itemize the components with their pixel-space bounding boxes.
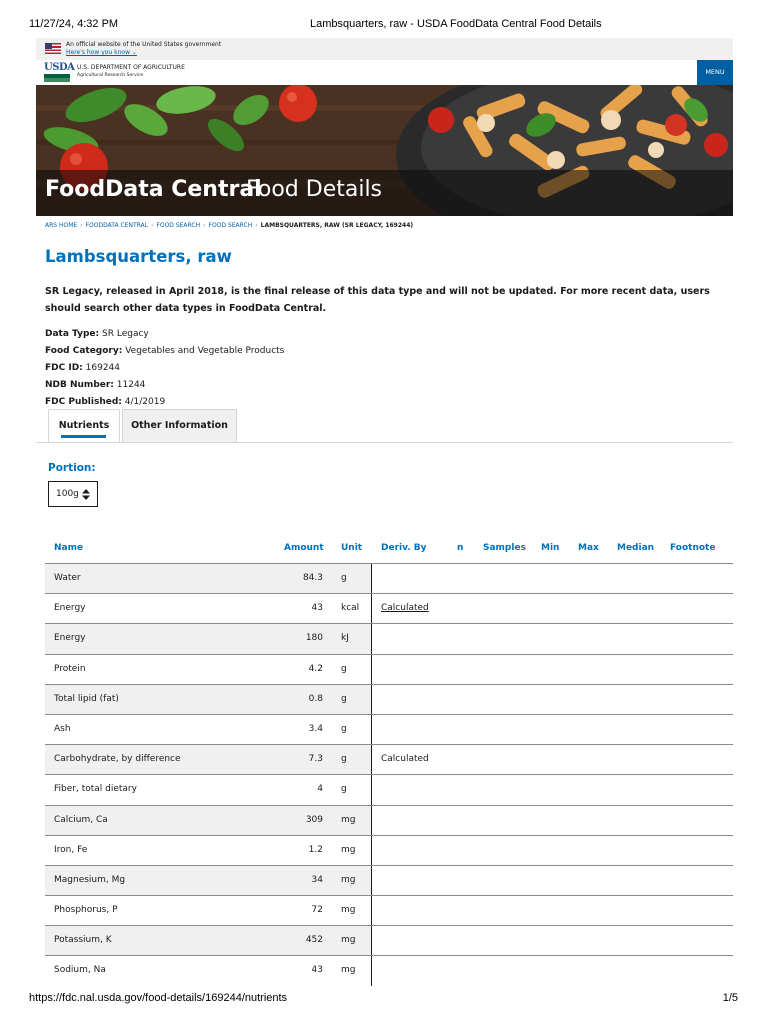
nutrient-amount: 309 (305, 814, 323, 825)
breadcrumb (45, 221, 413, 231)
usda-logo-text: USDA (44, 62, 75, 73)
col-header-unit[interactable]: Unit (341, 543, 363, 553)
gov-banner-link-text: Here's how you know (66, 49, 130, 56)
portion-selected-value: 100g (56, 489, 79, 499)
nutrient-amount: 1.2 (308, 844, 323, 855)
table-row (45, 805, 733, 835)
column-divider (371, 715, 372, 744)
nutrient-name: Protein (54, 663, 86, 674)
print-footer (0, 992, 768, 1008)
tab-other-label: Other Information (131, 420, 228, 431)
nutrient-name: Iron, Fe (54, 844, 88, 855)
meta-key: FDC Published: (45, 397, 122, 407)
nutrient-unit: mg (341, 935, 356, 946)
nutrient-unit: g (341, 784, 347, 795)
us-flag-icon (45, 43, 61, 54)
tab-divider (36, 442, 733, 443)
meta-key: Data Type: (45, 329, 100, 339)
table-row (45, 563, 733, 593)
table-row (45, 774, 733, 804)
column-divider (371, 685, 372, 714)
nutrient-unit: g (341, 754, 347, 765)
portion-label: Portion: (48, 462, 96, 474)
nutrient-amount: 0.8 (308, 693, 323, 704)
table-row (45, 955, 733, 985)
hero-banner (36, 85, 733, 216)
nutrient-amount: 3.4 (308, 723, 323, 734)
tab-nutrients[interactable] (48, 409, 120, 442)
print-url: https://fdc.nal.usda.gov/food-details/169244/nutrients (29, 992, 288, 1004)
nutrient-unit: mg (341, 905, 356, 916)
column-divider (371, 655, 372, 684)
nutrient-name: Energy (54, 633, 86, 644)
nutrient-unit: mg (341, 874, 356, 885)
active-tab-indicator (61, 435, 106, 438)
print-header (0, 18, 768, 34)
nutrient-unit: mg (341, 965, 356, 976)
nutrient-unit: kJ (341, 633, 349, 644)
nutrient-name: Sodium, Na (54, 965, 106, 976)
nutrient-amount: 72 (311, 905, 323, 916)
nutrient-name: Total lipid (fat) (54, 693, 119, 704)
meta-fdc-id (45, 360, 445, 377)
breadcrumb-current: LAMBSQUARTERS, RAW (SR LEGACY, 169244) (260, 222, 414, 229)
web-page (36, 38, 733, 988)
nutrient-unit: kcal (341, 603, 360, 614)
table-row (45, 684, 733, 714)
menu-button[interactable]: MENU (697, 60, 733, 85)
table-row (45, 593, 733, 623)
meta-value: 169244 (85, 363, 121, 373)
meta-value: 11244 (116, 380, 146, 390)
table-body (45, 563, 733, 986)
table-row (45, 895, 733, 925)
food-metadata (45, 326, 445, 411)
nutrient-name: Fiber, total dietary (54, 784, 137, 795)
column-divider (371, 926, 372, 955)
nutrient-table (45, 533, 733, 976)
nutrient-name: Phosphorus, P (54, 905, 118, 916)
hero-title: FoodData Central (45, 177, 262, 202)
nutrient-amount: 4 (317, 784, 323, 795)
breadcrumb-fooddata-central[interactable]: FOODDATA CENTRAL (85, 222, 148, 229)
nutrient-name: Calcium, Ca (54, 814, 108, 825)
nutrient-unit: mg (341, 844, 356, 855)
gov-banner-text: An official website of the United States government (66, 41, 222, 48)
meta-data-type (45, 326, 445, 343)
table-row (45, 623, 733, 653)
gov-banner-link[interactable] (66, 49, 137, 57)
breadcrumb-food-search[interactable]: FOOD SEARCH (156, 222, 201, 229)
col-header-min[interactable]: Min (541, 543, 560, 553)
nutrient-amount: 34 (311, 874, 323, 885)
print-page-number: 1/5 (722, 992, 738, 1004)
breadcrumb-separator-icon: › (255, 222, 258, 229)
hero-subtitle: Food Details (246, 177, 383, 202)
nutrient-amount: 84.3 (302, 573, 323, 583)
nutrient-unit: g (341, 723, 347, 734)
meta-value: SR Legacy (102, 329, 149, 339)
col-header-samples[interactable]: Samples (483, 543, 526, 553)
print-title: Lambsquarters, raw - USDA FoodData Central Food Details (310, 18, 602, 30)
nutrient-name: Ash (54, 723, 71, 734)
table-row (45, 835, 733, 865)
column-divider (371, 564, 372, 593)
usda-logo[interactable] (44, 62, 75, 82)
column-divider (371, 836, 372, 865)
column-divider (371, 806, 372, 835)
column-divider (371, 896, 372, 925)
table-row (45, 714, 733, 744)
nutrient-amount: 452 (305, 935, 323, 946)
column-divider (371, 745, 372, 774)
nutrient-amount: 4.2 (308, 663, 323, 674)
meta-ndb-number (45, 377, 445, 394)
nutrient-amount: 43 (311, 603, 323, 614)
table-row (45, 744, 733, 774)
col-header-max[interactable]: Max (578, 543, 599, 553)
column-divider (371, 624, 372, 653)
nutrient-unit: g (341, 693, 347, 704)
breadcrumb-separator-icon: › (80, 222, 83, 229)
site-header (36, 60, 733, 85)
table-row (45, 925, 733, 955)
nutrient-unit: g (341, 573, 347, 583)
column-divider (371, 775, 372, 804)
deriv-by-link[interactable]: Calculated (381, 603, 429, 614)
nutrient-name: Water (54, 573, 81, 583)
tab-other-information[interactable] (122, 409, 237, 442)
column-divider (371, 866, 372, 895)
table-header-row (45, 533, 733, 563)
col-header-deriv-by[interactable]: Deriv. By (381, 543, 427, 553)
select-arrows-icon (82, 489, 90, 500)
nutrient-name: Potassium, K (54, 935, 112, 946)
chevron-down-icon: ⌄ (131, 49, 137, 56)
nutrient-name: Carbohydrate, by difference (54, 754, 181, 765)
sr-legacy-notice: SR Legacy, released in April 2018, is the final release of this data type and will not be updated. For more recent data, users should search other data types in FoodData Central. (45, 286, 710, 314)
nutrient-name: Energy (54, 603, 86, 614)
col-header-name[interactable]: Name (54, 543, 84, 553)
agency-name: Agricultural Research Service (77, 73, 144, 78)
deriv-by-value: Calculated (381, 754, 429, 765)
meta-key: Food Category: (45, 346, 123, 356)
meta-key: NDB Number: (45, 380, 114, 390)
nutrient-unit: mg (341, 814, 356, 825)
meta-value: 4/1/2019 (124, 397, 166, 407)
breadcrumb-ars-home[interactable]: ARS HOME (45, 222, 78, 229)
page-title: Lambsquarters, raw (45, 247, 232, 266)
nutrient-amount: 7.3 (308, 754, 323, 765)
nutrient-amount: 43 (311, 965, 323, 976)
table-row (45, 654, 733, 684)
breadcrumb-food-search-2[interactable]: FOOD SEARCH (208, 222, 253, 229)
column-divider (371, 594, 372, 623)
breadcrumb-separator-icon: › (203, 222, 206, 229)
col-header-footnote[interactable]: Footnote (670, 543, 716, 553)
meta-key: FDC ID: (45, 363, 83, 373)
col-header-amount[interactable]: Amount (284, 543, 324, 553)
col-header-median[interactable]: Median (617, 543, 655, 553)
meta-value: Vegetables and Vegetable Products (125, 346, 285, 356)
gov-banner (36, 38, 733, 60)
portion-select[interactable] (48, 481, 98, 507)
table-row (45, 865, 733, 895)
print-datetime: 11/27/24, 4:32 PM (29, 18, 119, 30)
column-divider (371, 956, 372, 985)
nutrient-name: Magnesium, Mg (54, 874, 126, 885)
department-name: U.S. DEPARTMENT OF AGRICULTURE (77, 64, 185, 71)
tab-nutrients-label: Nutrients (58, 420, 110, 431)
nutrient-amount: 180 (305, 633, 323, 644)
col-header-n[interactable]: n (457, 543, 464, 553)
nutrient-unit: g (341, 663, 347, 674)
usda-logo-field-icon (44, 74, 70, 82)
breadcrumb-separator-icon: › (151, 222, 154, 229)
meta-food-category (45, 343, 445, 360)
